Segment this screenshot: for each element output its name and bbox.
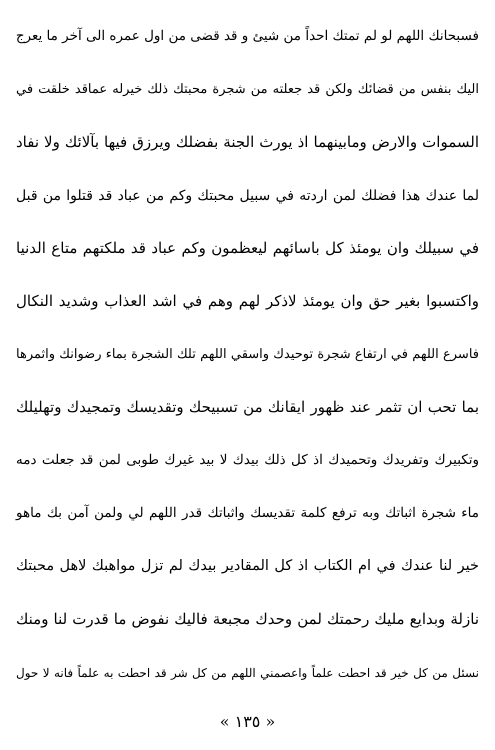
page-number: « ١٣٥ » bbox=[219, 712, 276, 731]
body-text bbox=[16, 10, 479, 699]
text-line: اليك بنفس من قضائك ولكن قد جعلته من شجرة محبتك ذلك خيرله عماقد خلقت في bbox=[16, 82, 479, 97]
text-line: نازلة وبدايع مليك رحمتك لمن وحدك مجبعة فاليك نفوض ما قدرت لنا ومنك bbox=[16, 610, 479, 628]
text-line: واكتسبوا بغير حق وان يومئذ لاذكر لهم وهم في اشد العذاب وشديد النكال bbox=[16, 292, 479, 310]
text-line: فاسرع اللهم في ارتفاع شجرة توحيدك واسقي اللهم تلك الشجرة بماء رضوانك واثمرها bbox=[16, 347, 479, 362]
text-line: نسئل من كل خير قد احطت علماً واعصمني اللهم من كل شر قد احطت به علماً فانه لا حول bbox=[16, 665, 479, 680]
text-line: بما تحب ان تثمر عند ظهور ايقانك من تسبيحك وتقديسك وتمجيدك وتهليلك bbox=[16, 398, 479, 416]
text-line: فسبحانك اللهم لو لم تمتك احداً من شيئ و قد قضى من اول عمره الى آخر ما يعرج bbox=[15, 27, 479, 44]
text-line: ماء شجرة اثباتك وبه ترفع كلمة تقديسك واثباتك قدر اللهم لي ولمن آمن بك ماهو bbox=[16, 504, 479, 521]
text-line: لما عندك هذا فضلك لمن اردته في سبيل محبتك وكم من عباد قد قتلوا من قبل bbox=[16, 187, 479, 204]
text-line: خير لنا عندك في ام الكتاب اذ كل المقادير بيدك لم تزل مواهبك لاهل محبتك bbox=[16, 558, 479, 575]
text-line: وتكبيرك وتفريدك وتحميدك اذ كل ذلك بيدك لا بيد غيرك طوبى لمن قد جعلت دمه bbox=[16, 451, 479, 468]
text-line: في سبيلك وان يومئذ كل باسائهم ليعظمون وكم عباد قد ملكتهم متاع الدنيا bbox=[16, 239, 479, 257]
text-line: السموات والارض ومابينهما اذ يورث الجنة بفضلك ويرزق فيها بآلائك ولا نفاد bbox=[16, 133, 479, 151]
